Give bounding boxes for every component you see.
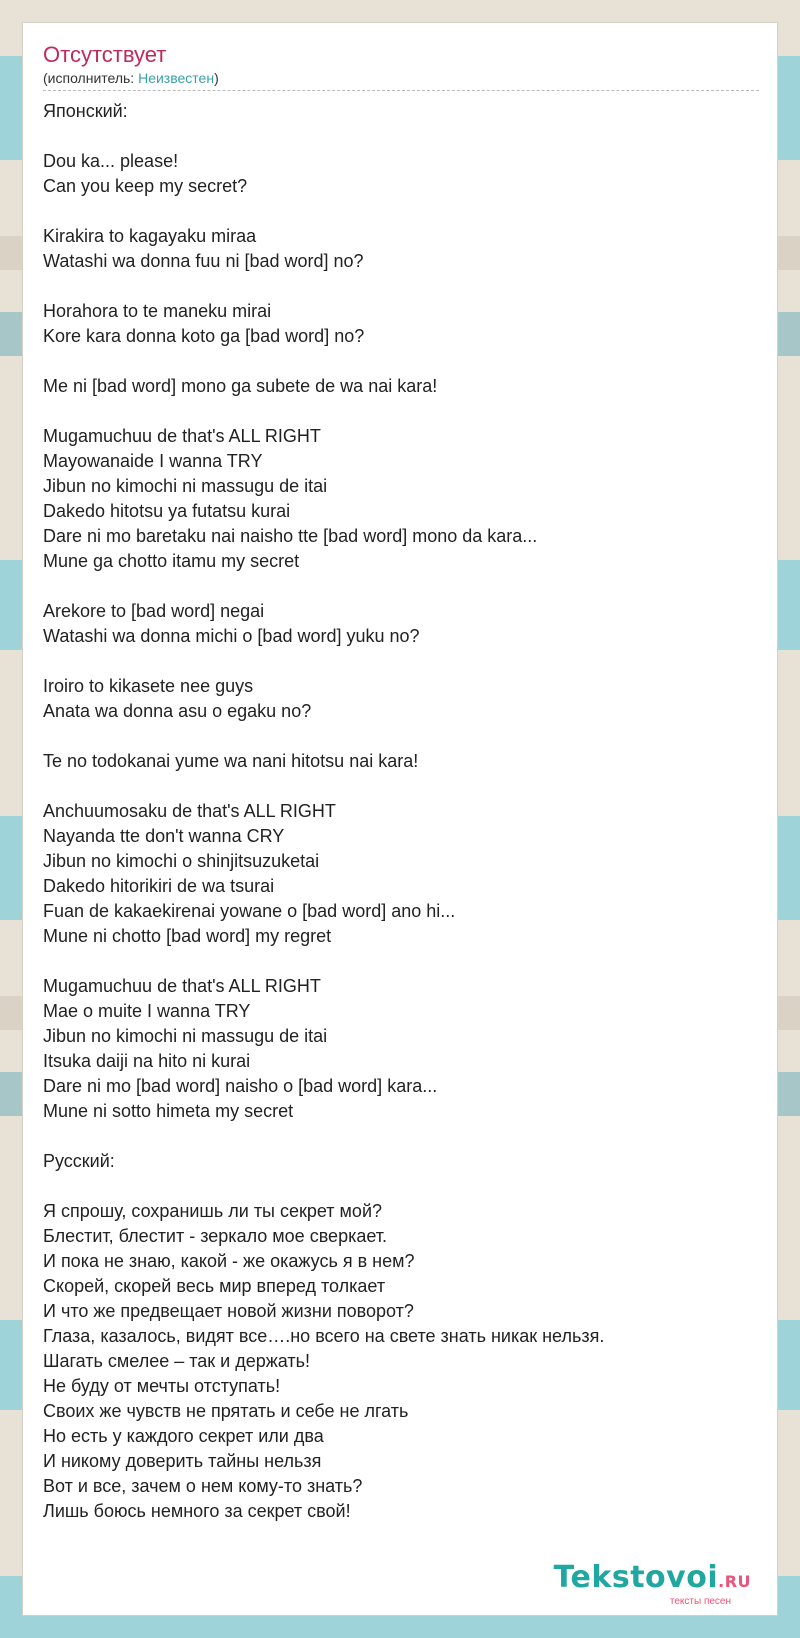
lyrics-line: Watashi wa donna fuu ni [bad word] no? <box>43 251 364 271</box>
lyrics-line: Jibun no kimochi ni massugu de itai <box>43 1026 328 1046</box>
artist-byline <box>43 69 759 91</box>
lyrics-line: Не буду от мечты отступать! <box>43 1376 281 1396</box>
lyrics-line: Mugamuchuu de that's ALL RIGHT <box>43 426 321 446</box>
lyrics-line: Jibun no kimochi o shinjitsuzuketai <box>43 851 320 871</box>
lyrics-line: Своих же чувств не прятать и себе не лгать <box>43 1401 409 1421</box>
artist-prefix: (исполнитель: <box>43 70 139 86</box>
lyrics-line: Nayanda tte don't wanna CRY <box>43 826 285 846</box>
artist-link[interactable]: Неизвестен <box>138 70 215 86</box>
lyrics-line: Лишь боюсь немного за секрет свой! <box>43 1501 351 1521</box>
lyrics-line <box>43 1124 757 1149</box>
lyrics-line <box>43 124 757 149</box>
lyrics-line: Watashi wa donna michi o [bad word] yuku no? <box>43 626 420 646</box>
lyrics-line <box>43 1174 757 1199</box>
lyrics-line: И что же предвещает новой жизни поворот? <box>43 1301 414 1321</box>
lyrics-line <box>43 724 757 749</box>
lyrics-line: Iroiro to kikasete nee guys <box>43 676 254 696</box>
lyrics-line: Dare ni mo baretaku nai naisho tte [bad word] mono da kara... <box>43 526 538 546</box>
lyrics-line: Mune ni sotto himeta my secret <box>43 1101 294 1121</box>
lyrics-line: Mune ga chotto itamu my secret <box>43 551 300 571</box>
lyrics-line: И пока не знаю, какой - же окажусь я в нем? <box>43 1251 415 1271</box>
lyrics-line: Японский: <box>43 101 128 121</box>
lyrics-line: Я спрошу, сохранишь ли ты секрет мой? <box>43 1201 383 1221</box>
lyrics-line: Dakedo hitorikiri de wa tsurai <box>43 876 275 896</box>
lyrics-line: Fuan de kakaekirenai yowane o [bad word] ano hi... <box>43 901 456 921</box>
lyrics-line: Itsuka daiji na hito ni kurai <box>43 1051 251 1071</box>
lyrics-line <box>43 274 757 299</box>
lyrics-line: Шагать смелее – так и держать! <box>43 1351 311 1371</box>
song-card <box>22 22 778 1616</box>
lyrics-line: И никому доверить тайны нельзя <box>43 1451 322 1471</box>
lyrics-line: Arekore to [bad word] negai <box>43 601 265 621</box>
lyrics-line <box>43 399 757 424</box>
lyrics-line: Но есть у каждого секрет или два <box>43 1426 324 1446</box>
lyrics-line: Anchuumosaku de that's ALL RIGHT <box>43 801 336 821</box>
lyrics-line: Jibun no kimochi ni massugu de itai <box>43 476 328 496</box>
lyrics-line <box>43 649 757 674</box>
lyrics-line: Dare ni mo [bad word] naisho o [bad word] kara... <box>43 1076 438 1096</box>
song-title: Отсутствует <box>43 42 167 67</box>
lyrics-line: Dou ka... please! <box>43 151 179 171</box>
lyrics-text <box>43 99 757 1524</box>
lyrics-line: Te no todokanai yume wa nani hitotsu nai kara! <box>43 751 419 771</box>
logo-name: Tekstovoi <box>553 1560 719 1595</box>
lyrics-line: Mae o muite I wanna TRY <box>43 1001 251 1021</box>
lyrics-line: Русский: <box>43 1151 115 1171</box>
artist-suffix: ) <box>214 70 219 86</box>
lyrics-line: Mayowanaide I wanna TRY <box>43 451 263 471</box>
lyrics-line: Mugamuchuu de that's ALL RIGHT <box>43 976 321 996</box>
lyrics-line: Kirakira to kagayaku miraa <box>43 226 257 246</box>
logo-wordmark <box>554 1562 751 1598</box>
lyrics-line: Блестит, блестит - зеркало мое сверкает. <box>43 1226 388 1246</box>
lyrics-line: Dakedo hitotsu ya futatsu kurai <box>43 501 291 521</box>
lyrics-line: Kore kara donna koto ga [bad word] no? <box>43 326 365 346</box>
lyrics-line <box>43 574 757 599</box>
logo-tagline: тексты песен <box>669 1596 731 1607</box>
lyrics-line <box>43 199 757 224</box>
logo-tld: .RU <box>718 1572 751 1591</box>
lyrics-line: Horahora to te maneku mirai <box>43 301 272 321</box>
lyrics-line <box>43 774 757 799</box>
lyrics-line: Anata wa donna asu o egaku no? <box>43 701 312 721</box>
lyrics-line: Вот и все, зачем о нем кому-то знать? <box>43 1476 363 1496</box>
lyrics-line: Can you keep my secret? <box>43 176 248 196</box>
lyrics-line: Mune ni chotto [bad word] my regret <box>43 926 332 946</box>
lyrics-line <box>43 349 757 374</box>
lyrics-line: Скорей, скорей весь мир вперед толкает <box>43 1276 386 1296</box>
lyrics-line: Me ni [bad word] mono ga subete de wa nai kara! <box>43 376 438 396</box>
lyrics-line <box>43 949 757 974</box>
lyrics-line: Глаза, казалось, видят все….но всего на свете знать никак нельзя. <box>43 1326 605 1346</box>
site-logo[interactable] <box>554 1562 751 1607</box>
